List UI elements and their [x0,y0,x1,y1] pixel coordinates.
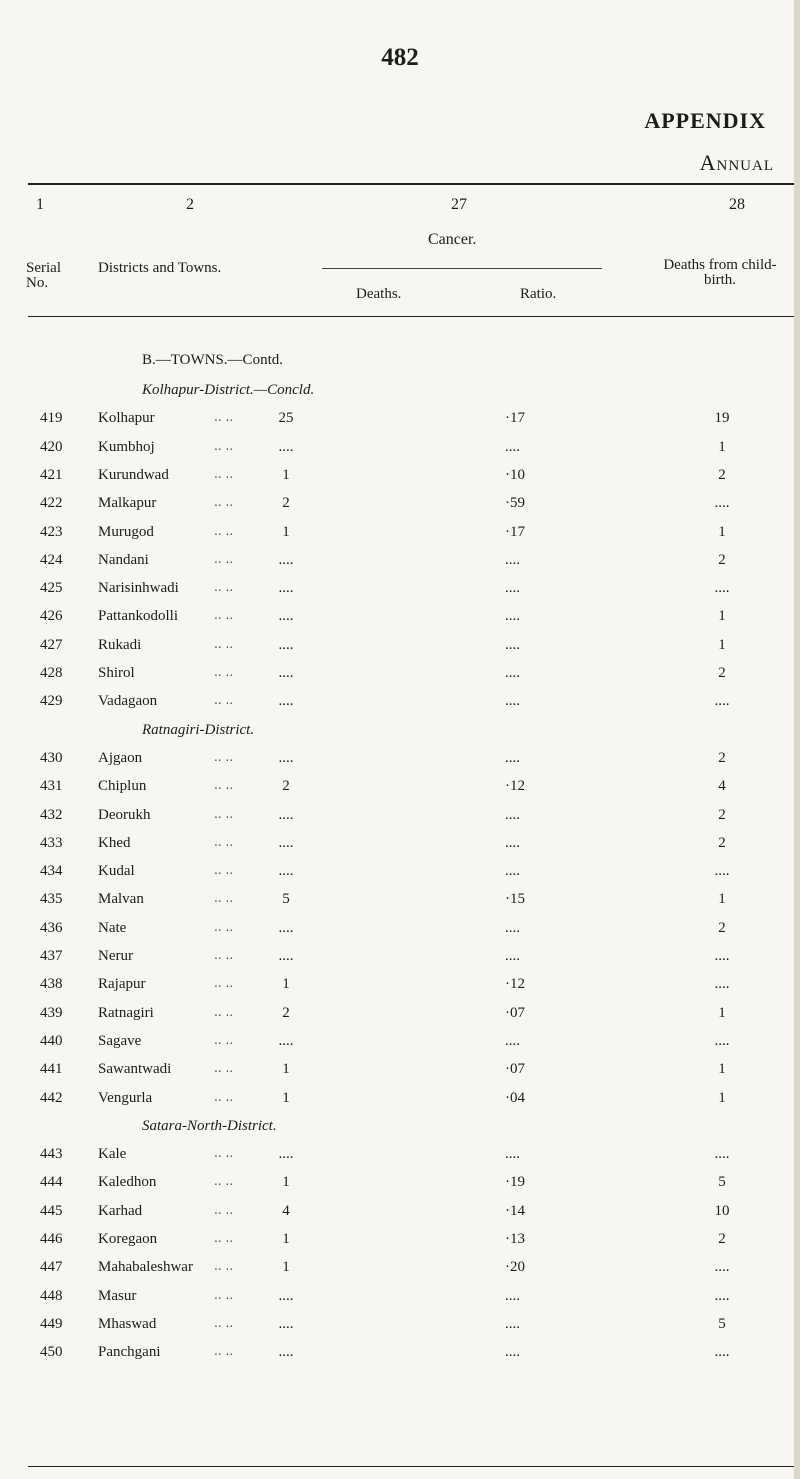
serial-number: 442 [40,1089,63,1106]
town-name: Rajapur [98,976,146,993]
leader-dots: .. .. [214,636,234,651]
table-row [0,608,800,636]
child-birth-deaths: .... [714,1287,730,1304]
annual-subheading: Annual [699,150,774,175]
serial-number: 433 [40,834,63,851]
leader-dots: .. .. [214,1032,234,1047]
cancer-ratio: ·10 [505,466,525,483]
leader-dots: .. .. [214,693,234,708]
ratio-header: Ratio. [520,286,557,302]
table-row [0,1033,800,1061]
child-birth-deaths: 1 [718,608,726,625]
table-row [0,1174,800,1202]
table-row [0,693,800,721]
child-birth-deaths: 2 [718,466,726,483]
table-row [0,410,800,438]
appendix-heading: APPENDIX [644,108,766,133]
cancer-ratio: .... [505,863,520,880]
leader-dots: .. .. [214,1061,234,1076]
table-row [0,495,800,523]
table-row [0,1061,800,1089]
child-birth-deaths: 1 [718,1089,726,1106]
serial-number: 426 [40,608,63,625]
town-name: Koregaon [98,1231,158,1247]
cancer-ratio: .... [505,1146,520,1163]
cancer-ratio: .... [505,551,520,568]
serial-number: 445 [40,1202,63,1219]
cancer-deaths: .... [278,1315,294,1332]
cancer-deaths: 1 [282,1174,290,1191]
serial-number: 450 [40,1344,63,1361]
top-rule [28,183,800,185]
table-row [0,807,800,835]
town-name: Khed [98,834,131,851]
cancer-deaths: 2 [282,495,290,512]
child-birth-deaths: 2 [718,919,726,936]
cancer-deaths: 1 [282,466,290,483]
leader-dots: .. .. [214,834,234,849]
cancer-ratio: .... [505,1315,520,1332]
cancer-ratio: .... [505,438,520,455]
cancer-ratio: .... [505,693,520,710]
town-name: Ratnagiri [98,1004,154,1021]
leader-dots: .. .. [214,948,234,962]
table-row [0,1090,800,1118]
leader-dots: .. .. [214,1004,234,1019]
cancer-deaths: .... [278,806,294,823]
child-birth-deaths: 2 [718,1231,726,1247]
town-name: Mahabaleshwar [98,1259,193,1276]
cancer-deaths: 2 [282,1004,290,1021]
cancer-deaths: .... [278,1146,294,1163]
table-row [0,665,800,693]
leader-dots: .. .. [214,863,234,878]
leader-dots: .. .. [214,523,234,538]
town-name: Karhad [98,1202,143,1219]
town-name: Nate [98,919,127,936]
leader-dots: .. .. [214,1259,234,1274]
town-name: Rukadi [98,636,142,653]
serial-number: 439 [40,1004,63,1021]
cancer-ratio: .... [505,834,520,851]
cancer-ratio: .... [505,749,520,766]
town-name: Deorukh [98,806,151,823]
town-name: Sagave [98,1032,142,1049]
header-rule [28,316,800,317]
leader-dots: .. .. [214,778,234,793]
child-birth-deaths: 5 [718,1315,726,1332]
section-title: B.—TOWNS.—Contd. [142,352,283,368]
table-row [0,1316,800,1344]
leader-dots: .. .. [214,976,234,991]
child-birth-deaths: 10 [714,1202,730,1219]
cancer-deaths: .... [278,693,294,710]
town-name: Shirol [98,665,135,681]
child-birth-deaths: 1 [718,438,726,455]
child-birth-deaths: 1 [718,636,726,653]
table-row [0,524,800,552]
table-row [0,439,800,467]
child-birth-deaths: .... [714,1146,730,1163]
cancer-ratio: .... [505,1287,520,1304]
cancer-ratio: ·12 [505,976,525,993]
child-birth-deaths: 19 [714,410,730,427]
child-birth-deaths: 5 [718,1174,726,1191]
table-row [0,976,800,1004]
serial-number: 430 [40,749,63,766]
cancer-ratio: .... [505,665,520,681]
child-birth-deaths: 2 [718,806,726,823]
town-name: Kudal [98,863,135,880]
table-row [0,863,800,891]
table-row [0,1146,800,1174]
cancer-ratio: .... [505,1344,520,1361]
district-heading: Ratnagiri-District. [142,721,255,738]
leader-dots: .. .. [214,1089,234,1104]
town-name: Ajgaon [98,749,143,766]
child-birth-deaths: .... [714,1344,730,1361]
leader-dots: .. .. [214,891,234,906]
town-name: Vengurla [98,1089,153,1106]
cancer-deaths: 4 [282,1202,290,1219]
district-heading: Kolhapur-District.—Concld. [142,382,315,398]
cancer-deaths: .... [278,749,294,766]
town-name: Malkapur [98,495,157,512]
serial-number: 428 [40,665,63,681]
leader-dots: .. .. [214,919,234,934]
cancer-deaths: .... [278,608,294,625]
cancer-ratio: .... [505,919,520,936]
serial-number: 432 [40,806,63,823]
table-row [0,948,800,976]
bottom-rule [28,1466,800,1467]
serial-number: 427 [40,636,63,653]
serial-number: 425 [40,580,63,597]
child-birth-deaths: .... [714,693,730,710]
cancer-ratio: ·17 [505,523,525,540]
cancer-deaths: .... [278,551,294,568]
leader-dots: .. .. [214,410,234,425]
table-row [0,1288,800,1316]
cancer-deaths: 1 [282,976,290,993]
leader-dots: .. .. [214,1146,234,1161]
cancer-ratio: .... [505,1032,520,1049]
child-birth-deaths: .... [714,948,730,964]
town-name: Kurundwad [98,466,169,483]
town-name: Malvan [98,891,144,908]
serial-number: 447 [40,1259,63,1276]
serial-number: 434 [40,863,63,880]
serial-number: 449 [40,1315,63,1332]
districts-header: Districts and Towns. [98,260,222,276]
serial-number: 431 [40,778,63,795]
child-birth-deaths: .... [714,580,730,597]
serial-number: 444 [40,1174,63,1191]
child-birth-deaths: .... [714,1259,730,1276]
column-number-27: 27 [451,196,467,213]
cancer-ratio: .... [505,608,520,625]
town-name: Mhaswad [98,1315,157,1332]
page-number: 482 [381,44,419,71]
serial-number: 423 [40,523,63,540]
serial-number: 420 [40,438,63,455]
leader-dots: .. .. [214,608,234,623]
child-birth-deaths: 1 [718,1004,726,1021]
cancer-ratio: ·13 [505,1231,525,1247]
serial-number: 421 [40,466,63,483]
leader-dots: .. .. [214,580,234,595]
page-edge [794,0,800,1479]
cancer-deaths: 2 [282,778,290,795]
leader-dots: .. .. [214,1287,234,1302]
leader-dots: .. .. [214,551,234,566]
cancer-deaths: .... [278,948,294,964]
child-birth-deaths: .... [714,863,730,880]
leader-dots: .. .. [214,466,234,481]
cancer-deaths: 1 [282,523,290,540]
table-row [0,552,800,580]
table-row [0,1259,800,1287]
table-row [0,467,800,495]
cancer-header: Cancer. [428,231,477,248]
cancer-ratio: ·07 [505,1004,525,1021]
serial-number: 436 [40,919,63,936]
leader-dots: .. .. [214,1344,234,1359]
cancer-deaths: .... [278,834,294,851]
table-row [0,1231,800,1259]
serial-number: 429 [40,693,63,710]
serial-number: 419 [40,410,63,427]
serial-number: 422 [40,495,63,512]
child-birth-deaths: .... [714,976,730,993]
cancer-ratio: ·07 [505,1061,525,1078]
town-name: Chiplun [98,778,147,795]
child-birth-deaths: 4 [718,778,726,795]
district-heading: Satara-North-District. [142,1117,277,1134]
child-birth-deaths: .... [714,495,730,512]
town-name: Nandani [98,551,149,568]
serial-number: 424 [40,551,63,568]
leader-dots: .. .. [214,665,234,679]
town-name: Panchgani [98,1344,161,1361]
serial-number: 440 [40,1032,63,1049]
town-name: Sawantwadi [98,1061,172,1078]
table-row [0,637,800,665]
table-row [0,920,800,948]
serial-number: 446 [40,1231,63,1247]
cancer-deaths: 1 [282,1231,290,1247]
cancer-deaths: 25 [278,410,294,427]
leader-dots: .. .. [214,438,234,453]
town-name: Kolhapur [98,410,155,427]
child-birth-deaths: 2 [718,551,726,568]
cancer-ratio: ·59 [505,495,525,512]
serial-number: 438 [40,976,63,993]
child-birth-deaths: 1 [718,1061,726,1078]
child-birth-header: Deaths from child-birth. [663,257,777,288]
table-row [0,750,800,778]
cancer-ratio: ·20 [505,1259,525,1276]
table-row [0,778,800,806]
column-number-2: 2 [186,196,194,213]
town-name: Kale [98,1146,127,1163]
table-row [0,1344,800,1372]
serial-number: 443 [40,1146,63,1163]
cancer-deaths: 1 [282,1061,290,1078]
cancer-ratio: ·04 [505,1089,525,1106]
cancer-ratio: ·17 [505,410,525,427]
table-row [0,891,800,919]
table-row [0,835,800,863]
cancer-deaths: .... [278,636,294,653]
serial-header: Serial No. [26,260,61,291]
leader-dots: .. .. [214,1315,234,1330]
leader-dots: .. .. [214,1231,234,1245]
cancer-ratio: ·19 [505,1174,525,1191]
table-row [0,1005,800,1033]
cancer-deaths: 5 [282,891,290,908]
serial-number: 448 [40,1287,63,1304]
town-name: Vadagaon [98,693,158,710]
town-name: Kumbhoj [98,438,155,455]
child-birth-deaths: 2 [718,749,726,766]
leader-dots: .. .. [214,495,234,510]
serial-number: 435 [40,891,63,908]
cancer-ratio: ·15 [505,891,525,908]
leader-dots: .. .. [214,1202,234,1217]
cancer-deaths: 1 [282,1259,290,1276]
child-birth-deaths: 1 [718,523,726,540]
table-row [0,580,800,608]
column-number-1: 1 [36,196,44,213]
cancer-ratio: .... [505,636,520,653]
town-name: Nerur [98,948,133,964]
leader-dots: .. .. [214,1174,234,1189]
cancer-ratio: .... [505,806,520,823]
town-name: Kaledhon [98,1174,157,1191]
cancer-ratio: ·14 [505,1202,525,1219]
town-name: Murugod [98,523,154,540]
deaths-header: Deaths. [356,286,402,302]
cancer-deaths: 1 [282,1089,290,1106]
cancer-deaths: .... [278,1287,294,1304]
cancer-deaths: .... [278,438,294,455]
cancer-deaths: .... [278,1344,294,1361]
cancer-deaths: .... [278,665,294,681]
child-birth-deaths: 2 [718,665,726,681]
cancer-deaths: .... [278,580,294,597]
column-number-28: 28 [729,196,745,213]
serial-number: 437 [40,948,63,964]
cancer-deaths: .... [278,863,294,880]
leader-dots: .. .. [214,749,234,764]
child-birth-deaths: 2 [718,834,726,851]
cancer-ratio: ·12 [505,778,525,795]
cancer-ratio: .... [505,948,520,964]
cancer-underline [322,268,602,269]
cancer-deaths: .... [278,919,294,936]
town-name: Masur [98,1287,137,1304]
town-name: Pattankodolli [98,608,178,625]
cancer-ratio: .... [505,580,520,597]
serial-number: 441 [40,1061,63,1078]
cancer-deaths: .... [278,1032,294,1049]
leader-dots: .. .. [214,806,234,821]
table-row [0,1203,800,1231]
town-name: Narisinhwadi [98,580,179,597]
child-birth-deaths: 1 [718,891,726,908]
child-birth-deaths: .... [714,1032,730,1049]
